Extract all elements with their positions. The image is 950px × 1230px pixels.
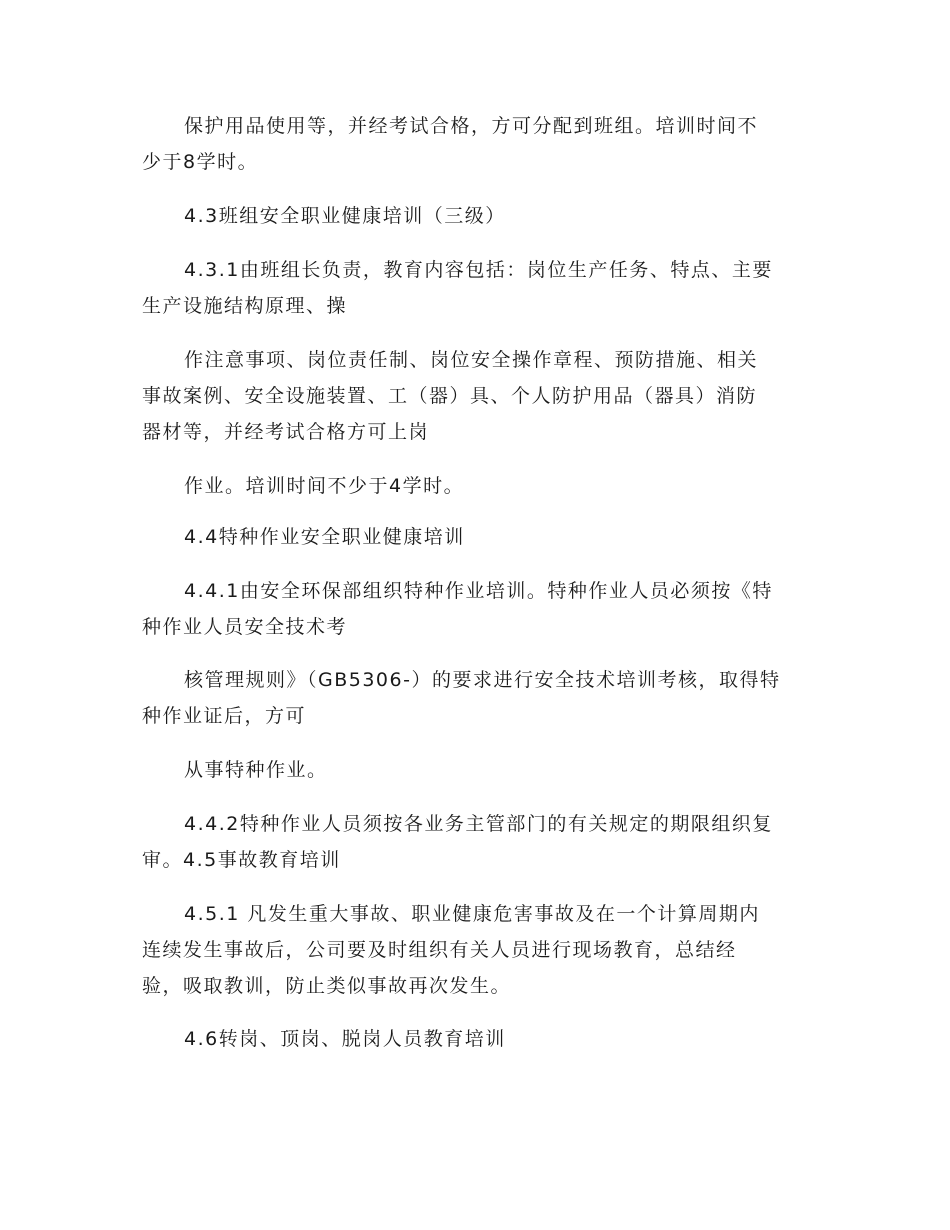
text-line: 作业。培训时间不少于4学时。 [184, 475, 465, 497]
paragraph-4-3-1 [142, 252, 812, 324]
text-line: 审。4.5事故教育培训 [142, 849, 341, 871]
text-line: 少于8学时。 [142, 151, 259, 173]
heading-4-3-team-training [142, 198, 812, 234]
paragraph-4-4-1-end [142, 752, 812, 788]
text-line: 核管理规则》（GB5306-）的要求进行安全技术培训考核，取得特 [184, 669, 781, 691]
text-line: 从事特种作业。 [184, 759, 328, 781]
text-line: 事故案例、安全设施装置、工（器）具、个人防护用品（器具）消防 [142, 385, 758, 407]
paragraph-4-4-2 [142, 806, 812, 878]
text-line: 验，吸取教训，防止类似事故再次发生。 [142, 975, 512, 997]
paragraph-4-3-1-hours [142, 468, 812, 504]
paragraph-4-4-1-continued [142, 662, 812, 734]
heading-4-4-special-operations [142, 519, 812, 555]
text-line: 4.5.1 凡发生重大事故、职业健康危害事故及在一个计算周期内 [184, 903, 760, 925]
heading-4-6-transfer-training [142, 1021, 812, 1057]
text-line: 种作业证后，方可 [142, 705, 307, 727]
text-line: 保护用品使用等，并经考试合格，方可分配到班组。培训时间不 [184, 115, 759, 137]
text-line: 种作业人员安全技术考 [142, 616, 348, 638]
text-line: 4.3.1由班组长负责，教育内容包括：岗位生产任务、特点、主要 [184, 259, 773, 281]
paragraph-4-3-1-continued [142, 342, 812, 450]
text-line: 连续发生事故后，公司要及时组织有关人员进行现场教育，总结经 [142, 939, 737, 961]
paragraph-training-completion [142, 108, 812, 180]
paragraph-4-5-1 [142, 896, 812, 1004]
text-line: 4.4.2特种作业人员须按各业务主管部门的有关规定的期限组织复 [184, 813, 773, 835]
text-line: 器材等，并经考试合格方可上岗 [142, 421, 430, 443]
text-line: 作注意事项、岗位责任制、岗位安全操作章程、预防措施、相关 [184, 349, 759, 371]
text-line: 4.6转岗、顶岗、脱岗人员教育培训 [184, 1028, 506, 1050]
paragraph-4-4-1 [142, 573, 812, 645]
text-line: 4.3班组安全职业健康培训（三级） [184, 205, 506, 227]
text-line: 生产设施结构原理、操 [142, 295, 348, 317]
text-line: 4.4.1由安全环保部组织特种作业培训。特种作业人员必须按《特 [184, 580, 773, 602]
text-line: 4.4特种作业安全职业健康培训 [184, 526, 465, 548]
